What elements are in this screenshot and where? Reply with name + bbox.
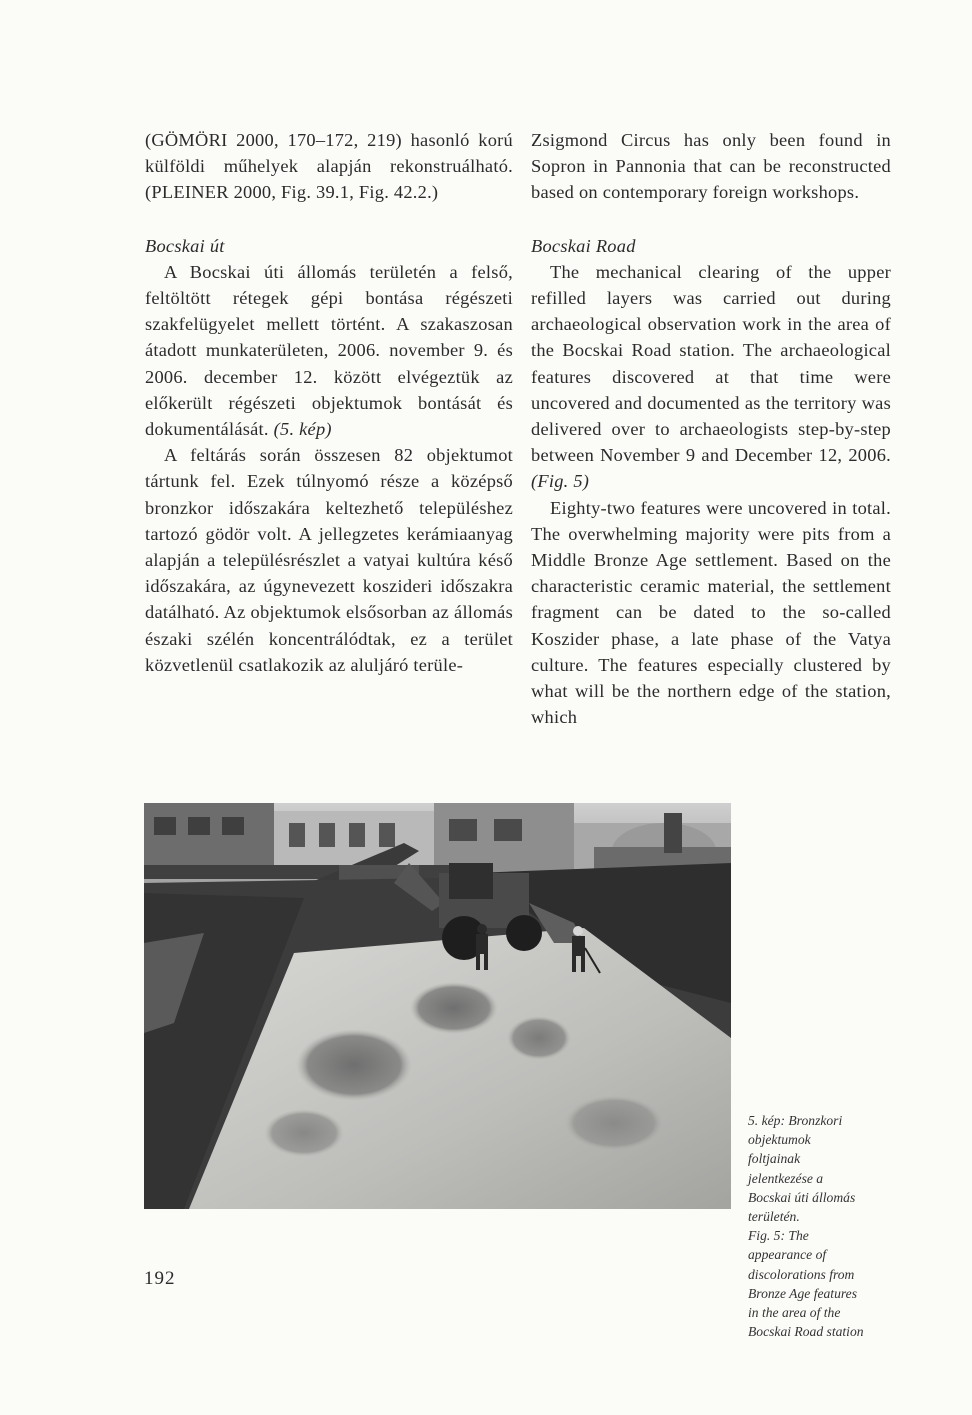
hu-paragraph-1 [145,259,513,442]
caption-hu-line: objektumok [748,1132,811,1148]
caption-hu-line: Bocskai úti állomás [748,1189,856,1205]
en-intro-paragraph: Zsigmond Circus has only been found in Sopron in Pannonia that can be reconstructed based on contemporary foreign workshops. [531,130,891,203]
en-figure-reference: (Fig. 5) [531,471,590,492]
caption-hu-line: 5. kép: Bronzkori [748,1113,843,1128]
hu-intro-paragraph: (GÖMÖRI 2000, 170–172, 219) hasonló korú külföldi műhelyek alapján rekonstruálható. (PLEINER 2000, Fig. 39.1, Fig. 42.2.) [145,130,513,203]
excavation-photo-illustration [144,803,731,1209]
caption-en-line: Bocskai Road station [748,1324,864,1340]
caption-en-line: discolorations from [748,1266,855,1282]
hungarian-column [145,127,513,678]
english-column [531,127,891,730]
caption-en-line: in the area of the [748,1305,841,1321]
hu-section-heading: Bocskai út [145,235,225,256]
caption-en-line: Bronze Age features [748,1285,857,1301]
caption-hu-line: jelentkezése a [748,1170,824,1186]
en-section-heading: Bocskai Road [531,235,636,256]
hu-paragraph-1-text: A Bocskai úti állomás területén a felső, feltöltött rétegek gépi bontása régészeti szakfelügyelet mellett történt. A szakaszosan átadott munkaterületen, 2006. november 9. és 2006. december 12. között elvégeztük az előkerült régészeti objektumok bontását és dokumentálását. [145,261,513,440]
en-paragraph-1-text: The mechanical clearing of the upper refilled layers was carried out during archaeological observation work in the area of the Bocskai Road station. The archaeological features discovered at that time were uncovered and documented as the territory was delivered over to archaeologists step-by-step between November 9 and December 12, 2006. [531,261,891,466]
page-number: 192 [144,1268,176,1289]
hu-paragraph-2: A feltárás során összesen 82 objektumot tártunk fel. Ezek túlnyomó része a középső bronzkor időszakára keltezhető településhez tartozó gödör volt. A jellegzetes kerámiaanyag alapján a településrészlet a vatyai kultúra késő időszakára, az úgynevezett koszideri időszakra datálható. Az objektumok elsősorban az állomás északi szélén koncentrálódtak, ez a terület közvetlenül csatlakozik az aluljáró terüle- [145,445,513,675]
caption-hu-line: területén. [748,1209,800,1225]
caption-hu-line: foltjainak [748,1151,801,1167]
en-paragraph-2: Eighty-two features were uncovered in total. The overwhelming majority were pits from a Middle Bronze Age settlement. Based on the characteristic ceramic material, the settlement fragment can be dated to the so-called Koszider phase, a late phase of the Vatya culture. The features especially clustered by what will be the northern edge of the station, which [531,497,891,728]
caption-en-line: Fig. 5: The [748,1228,809,1244]
figure-caption [748,1111,898,1341]
caption-en-line: appearance of [748,1247,827,1263]
en-paragraph-1 [531,259,891,495]
hu-figure-reference: (5. kép) [273,419,332,440]
excavation-photo [144,803,731,1209]
